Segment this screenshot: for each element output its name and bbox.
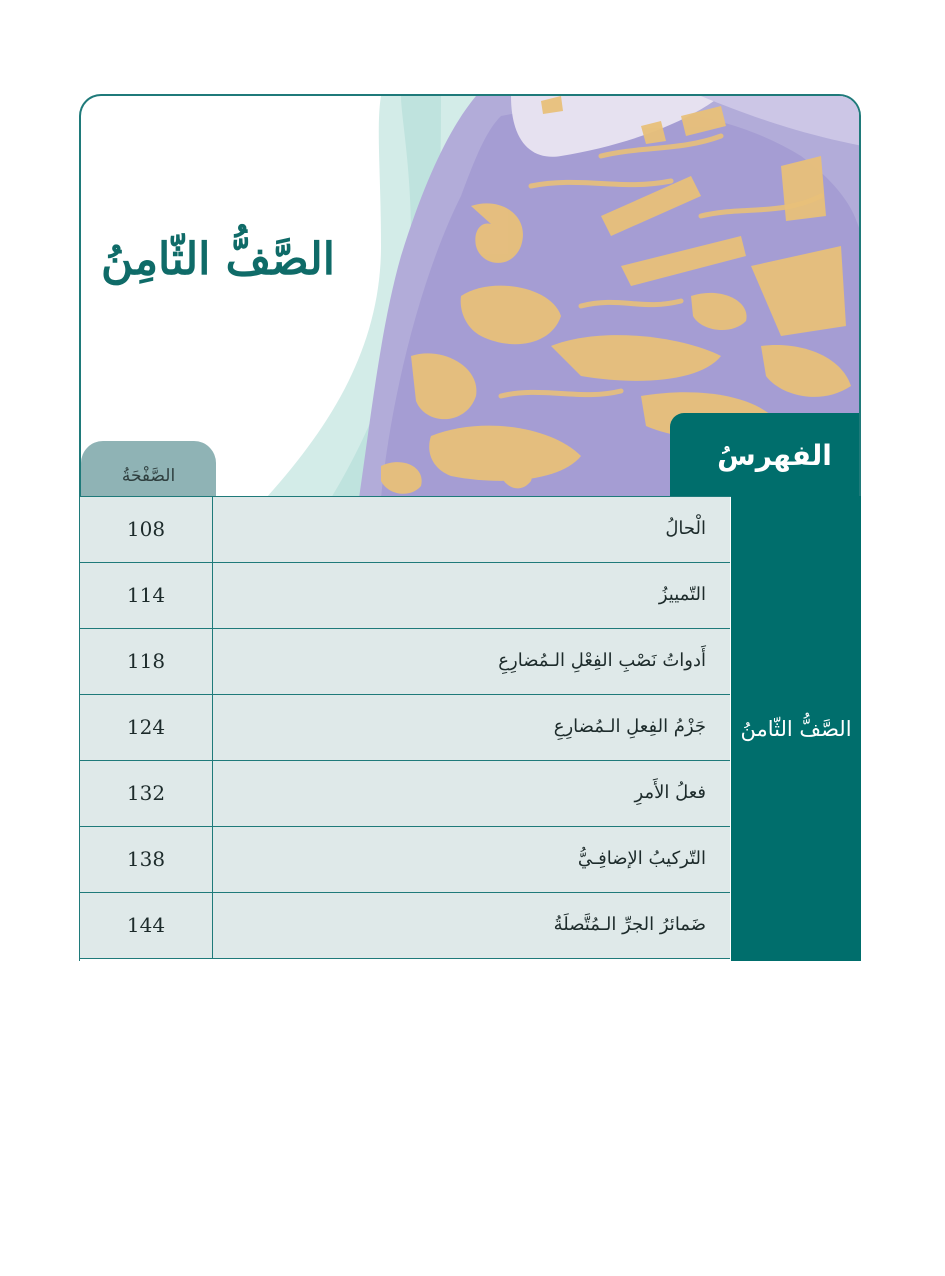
index-page bbox=[79, 94, 861, 961]
grade-title: الصَّفُّ الثّامِنُ bbox=[100, 234, 335, 285]
page-number: 114 bbox=[80, 563, 213, 628]
table-row[interactable] bbox=[80, 695, 730, 761]
table-row[interactable] bbox=[80, 629, 730, 695]
lesson-title: الْحالُ bbox=[665, 518, 706, 539]
page-number: 108 bbox=[80, 497, 213, 562]
table-row[interactable] bbox=[80, 893, 730, 959]
lesson-title: فعلُ الأَمرِ bbox=[634, 782, 706, 803]
index-heading: الفهرسُ bbox=[670, 413, 859, 496]
page-number: 132 bbox=[80, 761, 213, 826]
table-of-contents bbox=[79, 496, 861, 961]
lesson-title: التّركيبُ الإضافِـيُّ bbox=[577, 848, 706, 869]
grade-column-label: الصَّفُّ الثّامنُ bbox=[731, 496, 861, 961]
page-number: 118 bbox=[80, 629, 213, 694]
lesson-title: التّمييزُ bbox=[658, 584, 706, 605]
lesson-title: جَزْمُ الفِعلِ الـمُضارِعِ bbox=[553, 716, 706, 737]
page-number: 138 bbox=[80, 827, 213, 892]
table-row[interactable] bbox=[80, 497, 730, 563]
page-number: 124 bbox=[80, 695, 213, 760]
cover-banner bbox=[79, 94, 861, 496]
page-column-header: الصَّفْحَةُ bbox=[81, 441, 216, 496]
lesson-title: ضَمائرُ الجرِّ الـمُتَّصلَةُ bbox=[553, 914, 706, 935]
lesson-title: أَدواتُ نَصْبِ الفِعْلِ الـمُضارِعِ bbox=[498, 650, 706, 671]
toc-rows bbox=[79, 496, 731, 961]
table-row[interactable] bbox=[80, 761, 730, 827]
page-number: 144 bbox=[80, 893, 213, 958]
table-row[interactable] bbox=[80, 827, 730, 893]
table-row[interactable] bbox=[80, 563, 730, 629]
